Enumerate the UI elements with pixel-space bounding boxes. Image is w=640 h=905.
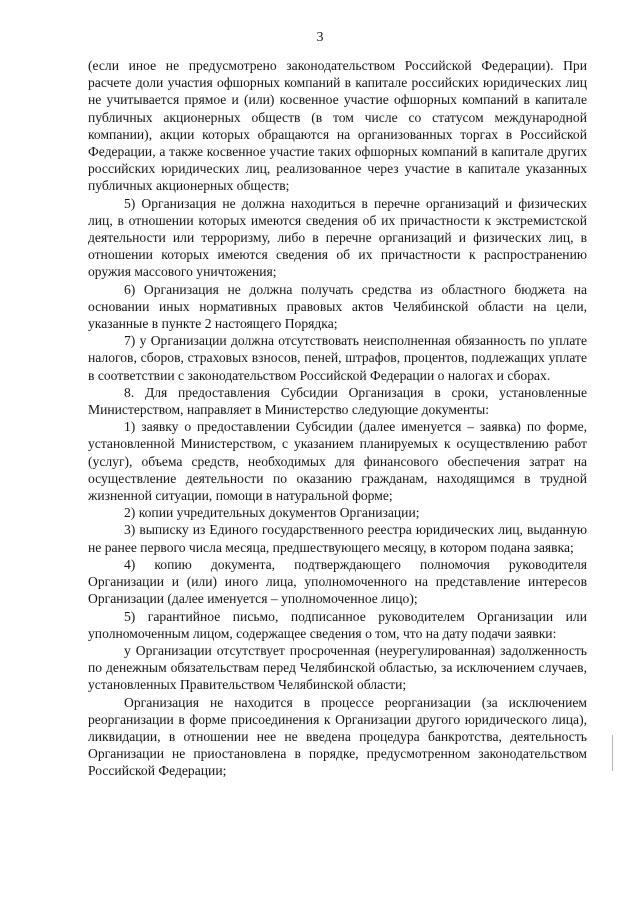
paragraph-section-8: 8. Для предоставления Субсидии Организация в сроки, установленные Министерством, направляет в Министерство следующие документы: [88,384,587,418]
paragraph-doc-2-charter: 2) копии учредительных документов Организации; [124,505,420,521]
paragraph-item-5-extremism: 5) Организация не должна находиться в перечне организаций и физических лиц, в отношении которых имеются сведения об их причастности к экстремистской деятельности или терроризму, либо в перечне организаций и физических лиц, в отношении которых имеются сведения об их причастности к распространению оружия массового уничтожения; [88,195,587,280]
paragraph-offshore-continuation: (если иное не предусмотрено законодательством Российской Федерации). При расчете доли участия офшорных компаний в капитале российских юридических лиц не учитывается прямое и (или) косвенное участие офшорных компаний в капитале публичных акционерных обществ (в том числе со статусом международной компании), акции которых обращаются на организованных торгах в Российской Федерации, а также косвенное участие таких офшорных компаний в капитале других российских юридических лиц, реализованное через участие в капитале указанных публичных акционерных обществ; [88,58,587,194]
paragraph-item-6-budget: 6) Организация не должна получать средства из областного бюджета на основании иных нормативных правовых актов Челябинской области на цели, указанные в пункте 2 настоящего Порядка; [88,281,587,332]
paragraph-doc-5-guarantee-letter: 5) гарантийное письмо, подписанное руководителем Организации или уполномоченным лицом, содержащее сведения о том, что на дату подачи заявки: [88,608,587,641]
paragraph-doc-3-registry-extract: 3) выписку из Единого государственного реестра юридических лиц, выданную не ранее первого числа месяца, предшествующего месяцу, в котором подана заявка; [88,522,587,555]
paragraph-no-reorganization: Организация не находится в процессе реорганизации (за исключением реорганизации в форме присоединения к Организации другого юридического лица), ликвидации, в отношении нее не введена процедура банкротства, деятельность Организации не приостановлена в порядке, предусмотренном законодательством Российской Федерации; [88,694,587,779]
paragraph-item-7-taxes: 7) у Организации должна отсутствовать неисполненная обязанность по уплате налогов, сборов, страховых взносов, пеней, штрафов, процентов, подлежащих уплате в соответствии с законодательством Российской Федерации о налогах и сборах. [88,333,587,383]
page-number: 3 [316,30,324,45]
document-body [88,57,587,780]
paragraph-no-overdue-debt: у Организации отсутствует просроченная (неурегулированная) задолженность по денежным обязательствам перед Челябинской областью, за исключением случаев, установленных Правительством Челябинской области; [88,642,587,693]
scan-margin-mark [612,735,613,771]
paragraph-doc-4-authority: 4) копию документа, подтверждающего полномочия руководителя Организации и (или) иного лица, уполномоченного на представление интересов Организации (далее именуется – уполномоченное лицо); [88,556,587,607]
paragraph-doc-1-application: 1) заявку о предоставлении Субсидии (далее именуется – заявка) по форме, установленной Министерством, с указанием планируемых к осуществлению работ (услуг), объема средств, необходимых для финансового обеспечения затрат на осуществление деятельности по оказанию гражданам, находящимся в трудной жизненной ситуации, помощи в натуральной форме; [88,419,587,504]
